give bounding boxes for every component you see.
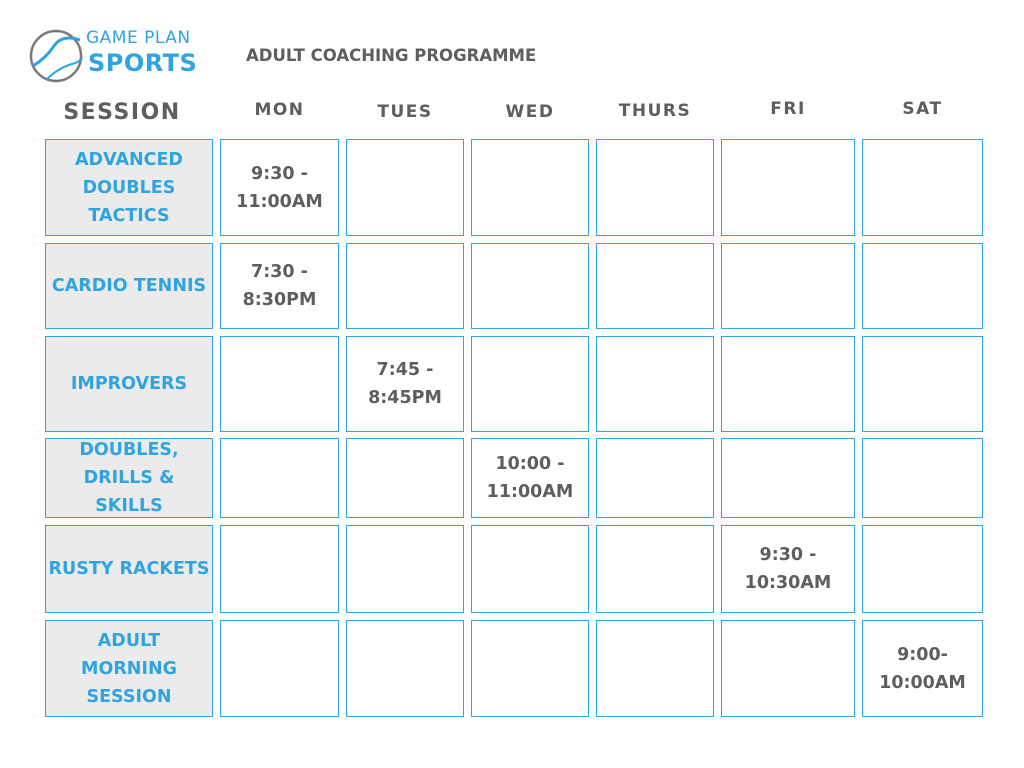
programme-title: ADULT COACHING PROGRAMME: [246, 46, 537, 65]
schedule-cell-fri: [721, 243, 855, 329]
schedule-cell-sat: [862, 620, 983, 717]
schedule-cell-fri: [721, 620, 855, 717]
session-name-cell: [45, 525, 213, 613]
schedule-cell-sat: [862, 525, 983, 613]
day-header-thurs: THURS: [618, 101, 692, 121]
session-time: 7:45 - 8:45PM: [368, 360, 442, 408]
schedule-cell-tues: [346, 438, 464, 518]
schedule-cell-mon: [220, 243, 339, 329]
schedule-cell-sat: [862, 243, 983, 329]
schedule-cell-tues: [346, 243, 464, 329]
session-column-header: SESSION: [63, 100, 181, 125]
schedule-cell-fri: [721, 438, 855, 518]
schedule-cell-sat: [862, 139, 983, 236]
schedule-cell-thurs: [596, 336, 714, 432]
schedule-cell-sat: [862, 336, 983, 432]
schedule-cell-mon: [220, 438, 339, 518]
session-name: RUSTY RACKETS: [48, 559, 210, 579]
brand-line2: SPORTS: [88, 49, 198, 77]
schedule-cell-mon: [220, 525, 339, 613]
schedule-cell-tues: [346, 336, 464, 432]
schedule-cell-thurs: [596, 139, 714, 236]
schedule-cell-wed: [471, 438, 589, 518]
schedule-cell-thurs: [596, 243, 714, 329]
day-header-tues: TUES: [377, 102, 433, 122]
schedule-cell-thurs: [596, 525, 714, 613]
schedule-cell-mon: [220, 139, 339, 236]
schedule-cell-fri: [721, 336, 855, 432]
day-header-sat: SAT: [902, 99, 943, 119]
session-name: DOUBLES, DRILLS & SKILLS: [79, 440, 179, 516]
session-time: 9:30 - 11:00AM: [236, 163, 323, 212]
schedule-cell-wed: [471, 525, 589, 613]
schedule-cell-fri: [721, 525, 855, 613]
schedule-cell-wed: [471, 620, 589, 717]
session-time: 7:30 - 8:30PM: [242, 262, 317, 310]
session-name: ADULT MORNING SESSION: [81, 630, 177, 707]
schedule-cell-fri: [721, 139, 855, 236]
session-name: ADVANCED DOUBLES TACTICS: [75, 149, 183, 226]
schedule-cell-tues: [346, 525, 464, 613]
schedule-cell-mon: [220, 620, 339, 717]
session-name: IMPROVERS: [70, 374, 188, 394]
schedule-cell-wed: [471, 139, 589, 236]
session-name: CARDIO TENNIS: [51, 276, 207, 296]
brand-line1: GAME PLAN: [86, 28, 191, 48]
day-header-fri: FRI: [770, 99, 806, 119]
schedule-cell-wed: [471, 243, 589, 329]
day-header-wed: WED: [505, 102, 555, 122]
session-name-cell: [45, 336, 213, 432]
session-time: 10:00 - 11:00AM: [486, 454, 574, 502]
session-name-cell: [45, 438, 213, 518]
tennis-ball-swoosh-icon: [28, 28, 86, 86]
day-header-mon: MON: [254, 100, 305, 120]
session-name-cell: [45, 139, 213, 236]
schedule-cell-sat: [862, 438, 983, 518]
schedule-cell-wed: [471, 336, 589, 432]
schedule-cell-thurs: [596, 620, 714, 717]
session-name-cell: [45, 620, 213, 717]
schedule-cell-tues: [346, 620, 464, 717]
brand-logo: [28, 28, 208, 88]
session-time: 9:30 - 10:30AM: [744, 545, 832, 593]
session-time: 9:00- 10:00AM: [879, 644, 966, 693]
session-name-cell: [45, 243, 213, 329]
schedule-cell-mon: [220, 336, 339, 432]
schedule-cell-tues: [346, 139, 464, 236]
schedule-cell-thurs: [596, 438, 714, 518]
